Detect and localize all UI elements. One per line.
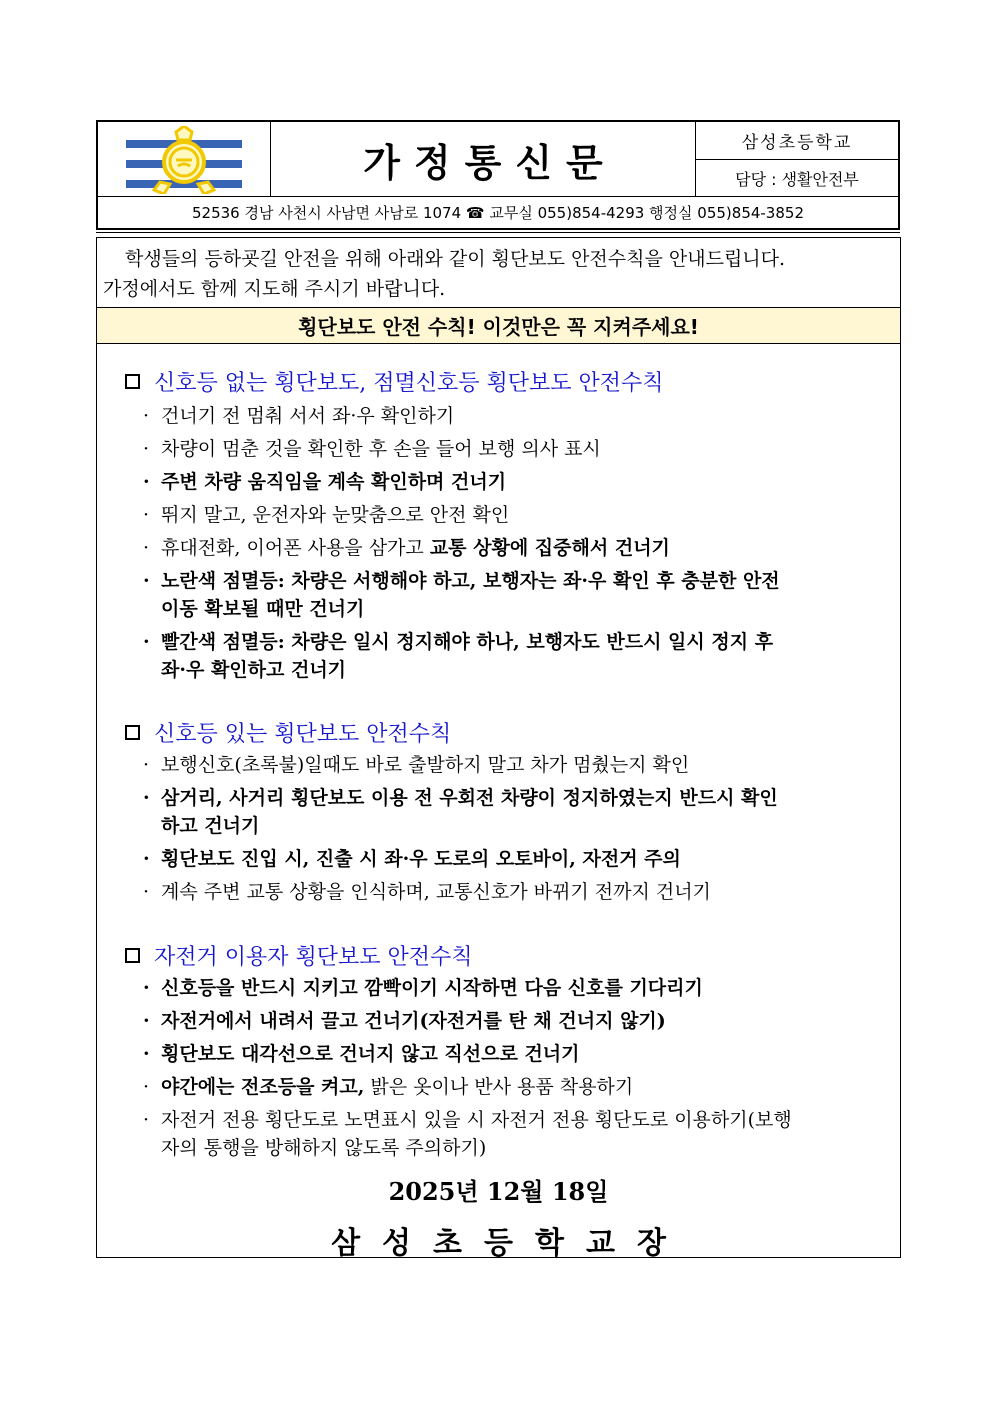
list-item: · 빨간색 점멸등: 차량은 일시 정지해야 하나, 보행자도 반드시 일시 정지 후 좌·우 확인하고 건너기 [143, 631, 774, 681]
list-item: · 신호등을 반드시 지키고 깜빡이기 시작하면 다음 신호를 기다리기 [143, 977, 703, 999]
section-no-signal [125, 364, 865, 684]
school-name: 삼성초등학교 [696, 122, 898, 160]
section-title: 신호등 없는 횡단보도, 점멸신호등 횡단보도 안전수칙 [125, 364, 865, 398]
checkbox-icon [125, 374, 140, 389]
list-item: · 야간에는 전조등을 켜고, 밝은 옷이나 반사 용품 착용하기 [143, 1076, 634, 1098]
list-item: · 계속 주변 교통 상황을 인식하며, 교통신호가 바뀌기 전까지 건너기 [143, 881, 711, 903]
page-title-cell [271, 122, 696, 196]
banner-heading: 횡단보도 안전 수칙! 이것만은 꼭 지켜주세요! [97, 308, 900, 344]
list-item: · 차량이 멈춘 것을 확인한 후 손을 들어 보행 의사 표시 [143, 438, 601, 460]
issue-date: 2025년 12월 18일 [388, 1177, 609, 1206]
list-item: · 뛰지 말고, 운전자와 눈맞춤으로 안전 확인 [143, 504, 510, 526]
section-bicycle [125, 938, 865, 1162]
list-item: · 삼거리, 사거리 횡단보도 이용 전 우회전 차량이 정지하였는지 반드시 확인 하고 건너기 [143, 787, 778, 837]
list-item: · 횡단보도 진입 시, 진출 시 좌·우 도로의 오토바이, 자전거 주의 [143, 848, 681, 870]
checkbox-icon [125, 948, 140, 963]
header-top-row [98, 122, 898, 197]
page-title: 가정통신문 [363, 139, 617, 185]
intro-line-1: 학생들의 등하굣길 안전을 위해 아래와 같이 횡단보도 안전수칙을 안내드립니다. [125, 248, 786, 270]
list-item: · 노란색 점멸등: 차량은 서행해야 하고, 보행자는 좌·우 확인 후 충분한 안전 이동 확보될 때만 건너기 [143, 570, 780, 620]
header-table [96, 120, 900, 230]
list-item: · 자전거 전용 횡단도로 노면표시 있을 시 자전거 전용 횡단도로 이용하기(보행 자의 통행을 방해하지 않도록 주의하기) [143, 1109, 792, 1159]
list-item: · 보행신호(초록불)일때도 바로 출발하지 말고 차가 멈췄는지 확인 [143, 754, 690, 776]
logo-cell [98, 122, 271, 196]
section-title: 신호등 있는 횡단보도 안전수칙 [125, 715, 865, 749]
header-divider [96, 232, 900, 233]
main-content-box [96, 237, 901, 1261]
list-item: · 자전거에서 내려서 끌고 건너기(자전거를 탄 채 건너지 않기) [143, 1010, 666, 1032]
list-item: · 횡단보도 대각선으로 건너지 않고 직선으로 건너기 [143, 1043, 580, 1065]
section-title: 자전거 이용자 횡단보도 안전수칙 [125, 938, 865, 972]
principal-signature: 삼성초등학교장 [331, 1226, 688, 1261]
school-emblem-icon [126, 126, 242, 194]
checkbox-icon [125, 725, 140, 740]
list-item: · 휴대전화, 이어폰 사용을 삼가고 교통 상황에 집중해서 건너기 [143, 537, 670, 559]
list-item: · 주변 차량 움직임을 계속 확인하며 건너기 [143, 471, 507, 493]
list-item: · 건너기 전 멈춰 서서 좌·우 확인하기 [143, 405, 455, 427]
intro-paragraph [97, 238, 900, 308]
department-label: 담당 : 생활안전부 [735, 169, 859, 189]
section-with-signal [125, 715, 865, 906]
intro-line-2: 가정에서도 함께 지도해 주시기 바랍니다. [103, 278, 446, 300]
address-line: 52536 경남 사천시 사남면 사남로 1074 ☎ 교무실 055)854-4293 행정실 055)854-3852 [192, 204, 804, 222]
